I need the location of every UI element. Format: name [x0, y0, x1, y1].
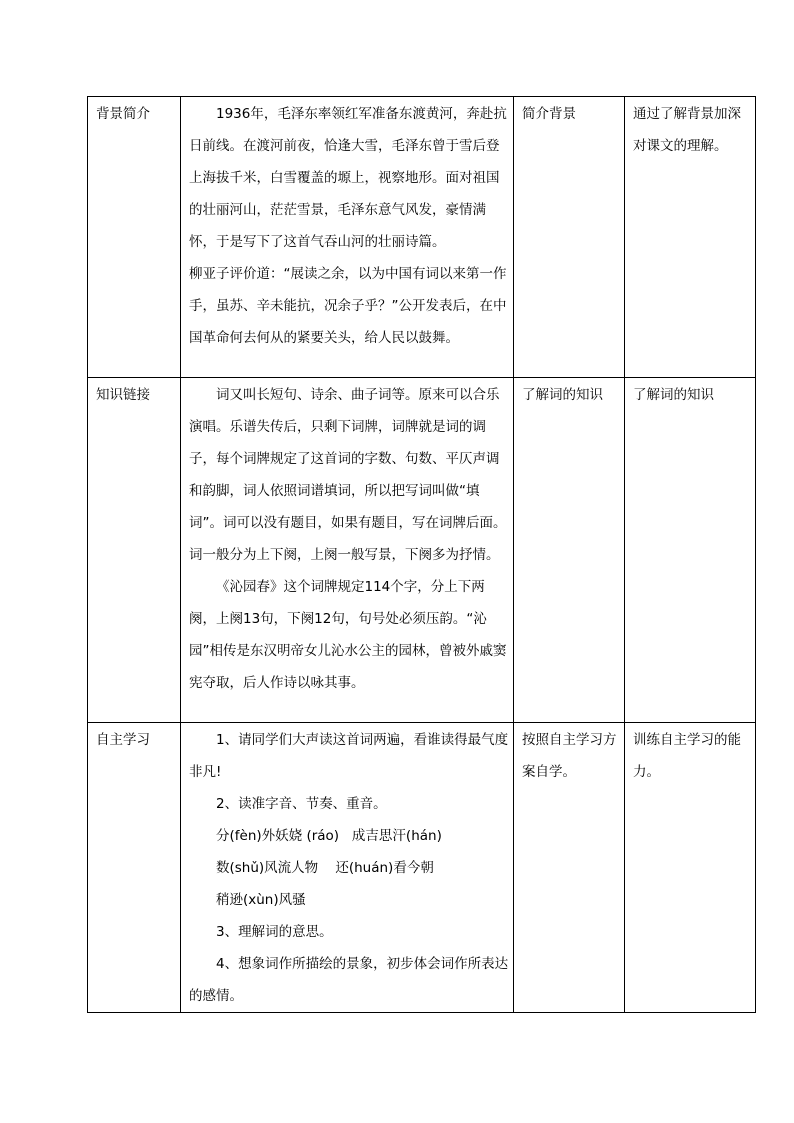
qinyuanchun-paragraph: 《沁园春》这个词牌规定114个字，分上下两阕，上阕13句，下阕12句，句号处必须压韵。“沁园”相传是东汉明帝女儿沁水公主的园林，曾被外戚窦宪夺取，后人作诗以咏其事。 [189, 579, 507, 691]
study-item-2: 2、读准字音、节奏、重音。 [216, 796, 387, 812]
goal-text: 通过了解背景加深对课文的理解。 [633, 106, 741, 154]
goal-cell [625, 97, 756, 378]
activity-text: 按照自主学习方案自学。 [522, 732, 617, 780]
pronunciation-line-2: 数(shǔ)风流人物 还(huán)看今朝 [216, 860, 434, 876]
background-paragraph: 1936年，毛泽东率领红军准备东渡黄河，奔赴抗日前线。在渡河前夜，恰逢大雪，毛泽东曾于雪后登上海拔千米，白雪覆盖的塬上，视察地形。面对祖国的壮丽河山，茫茫雪景，毛泽东意气风发，豪情满怀，于是写下了这首气吞山河的壮丽诗篇。 [189, 106, 507, 250]
row-label-cell [88, 378, 181, 723]
activity-cell [514, 97, 625, 378]
study-item-3: 3、理解词的意思。 [216, 924, 333, 940]
row-label: 背景简介 [96, 106, 150, 122]
commentary-paragraph: 柳亚子评价道：“展读之余，以为中国有词以来第一作手，虽苏、辛未能抗，况余子乎？”公开发表后，在中国革命何去何从的紧要关头，给人民以鼓舞。 [189, 266, 507, 346]
ci-intro-paragraph: 词又叫长短句、诗余、曲子词等。原来可以合乐演唱。乐谱失传后，只剩下词牌，词牌就是词的调子，每个词牌规定了这首词的字数、句数、平仄声调和韵脚，词人依照词谱填词，所以把写词叫做“填词”。词可以没有题目，如果有题目，写在词牌后面。词一般分为上下阕，上阕一般写景，下阕多为抒情。 [189, 387, 507, 563]
goal-text: 训练自主学习的能力。 [633, 732, 741, 780]
goal-text: 了解词的知识 [633, 387, 714, 403]
row-label: 自主学习 [96, 732, 150, 748]
table-row-self-study [88, 723, 756, 1013]
study-item-1: 1、请同学们大声读这首词两遍，看谁读得最气度非凡! [189, 732, 509, 780]
content-cell [181, 723, 514, 1013]
pronunciation-line-3: 稍逊(xùn)风骚 [216, 892, 306, 908]
goal-cell [625, 723, 756, 1013]
study-item-4: 4、想象词作所描绘的景象，初步体会词作所表达的感情。 [189, 956, 509, 1004]
row-label: 知识链接 [96, 387, 150, 403]
content-cell [181, 97, 514, 378]
row-label-cell [88, 723, 181, 1013]
goal-cell [625, 378, 756, 723]
table-row-knowledge [88, 378, 756, 723]
activity-cell [514, 723, 625, 1013]
content-cell [181, 378, 514, 723]
lesson-plan-table [87, 96, 756, 1013]
pronunciation-line-1: 分(fèn)外妖娆 (ráo) 成吉思汗(hán) [216, 828, 442, 844]
activity-text: 简介背景 [522, 106, 576, 122]
row-label-cell [88, 97, 181, 378]
activity-text: 了解词的知识 [522, 387, 603, 403]
table-row-background [88, 97, 756, 378]
activity-cell [514, 378, 625, 723]
